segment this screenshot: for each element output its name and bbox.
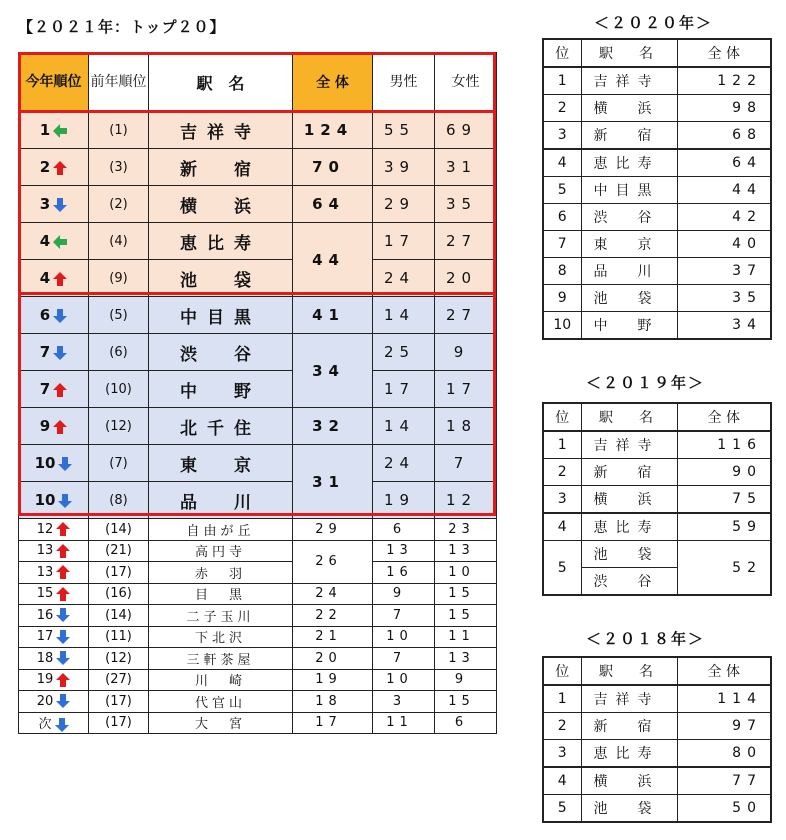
male-cell: 25 xyxy=(373,334,435,371)
rank-cell xyxy=(19,712,89,734)
arrow-up-icon xyxy=(53,420,67,434)
total-cell: 50 xyxy=(677,795,771,823)
table-row xyxy=(543,285,771,312)
total-cell: 64 xyxy=(677,149,771,177)
station-name-cell: 三軒茶屋 xyxy=(149,648,293,670)
station-name-cell: 新 宿 xyxy=(149,149,293,186)
table-header-row xyxy=(543,39,771,67)
arrow-left-icon xyxy=(53,235,67,249)
prev-rank-cell: (3) xyxy=(89,149,149,186)
header-female: 女性 xyxy=(435,53,497,112)
arrow-left-icon xyxy=(53,124,67,138)
rank-cell: 6 xyxy=(543,204,581,231)
table-row xyxy=(19,186,497,223)
prev-rank-cell: (9) xyxy=(89,260,149,297)
station-name-cell: 渋 谷 xyxy=(581,204,677,231)
rank-cell: 3 xyxy=(543,740,581,768)
male-cell: 3 xyxy=(373,691,435,713)
header-total: 全 体 xyxy=(677,403,771,431)
rank-value: 2 xyxy=(39,158,51,176)
total-cell: 97 xyxy=(677,713,771,740)
rank-value: 6 xyxy=(39,306,51,324)
male-cell: 14 xyxy=(373,297,435,334)
rank-cell xyxy=(19,648,89,670)
total-cell: 59 xyxy=(677,513,771,541)
male-cell: 29 xyxy=(373,186,435,223)
header-rank: 今年順位 xyxy=(19,53,89,112)
arrow-down-icon xyxy=(53,346,67,360)
total-cell: 17 xyxy=(293,712,373,734)
total-cell: 77 xyxy=(677,767,771,795)
rank-value: 4 xyxy=(39,269,51,287)
rank-value: 7 xyxy=(39,343,51,361)
station-name-cell: 品 川 xyxy=(581,258,677,285)
total-cell: 31 xyxy=(293,445,373,519)
title-2019: ＜２０１９年＞ xyxy=(586,374,706,392)
table-row xyxy=(543,312,771,340)
total-cell: 64 xyxy=(293,186,373,223)
total-cell: 22 xyxy=(293,605,373,627)
total-cell: 35 xyxy=(677,285,771,312)
header-station: 駅 名 xyxy=(581,39,677,67)
rank-cell: 5 xyxy=(543,177,581,204)
female-cell: 31 xyxy=(435,149,497,186)
table-row xyxy=(19,519,497,541)
table-row xyxy=(543,767,771,795)
table-row xyxy=(543,541,771,568)
table-row xyxy=(19,149,497,186)
female-cell: 13 xyxy=(435,648,497,670)
prev-rank-cell: (17) xyxy=(89,562,149,584)
arrow-up-icon xyxy=(53,383,67,397)
station-name-cell: 横 浜 xyxy=(581,95,677,122)
station-name-cell: 川 崎 xyxy=(149,669,293,691)
header-rank: 位 xyxy=(543,657,581,685)
female-cell: 6 xyxy=(435,712,497,734)
prev-rank-cell: (14) xyxy=(89,605,149,627)
page-title: 【２０２１年：トップ２０】 xyxy=(18,18,226,36)
header-station: 駅 名 xyxy=(581,403,677,431)
rank-value: 17 xyxy=(36,629,54,645)
table-row xyxy=(19,297,497,334)
arrow-down-icon xyxy=(53,198,67,212)
table-row xyxy=(543,486,771,514)
male-cell: 10 xyxy=(373,669,435,691)
station-name-cell: 横 浜 xyxy=(149,186,293,223)
male-cell: 10 xyxy=(373,626,435,648)
female-cell: 15 xyxy=(435,605,497,627)
table-row xyxy=(543,204,771,231)
station-name-cell: 二子玉川 xyxy=(149,605,293,627)
station-name-cell: 吉祥寺 xyxy=(581,685,677,713)
header-rank: 位 xyxy=(543,39,581,67)
female-cell: 69 xyxy=(435,112,497,149)
prev-rank-cell: (14) xyxy=(89,519,149,541)
station-name-cell: 池 袋 xyxy=(149,260,293,297)
female-cell: 11 xyxy=(435,626,497,648)
station-name-cell: 中目黒 xyxy=(581,177,677,204)
total-cell: 26 xyxy=(293,540,373,583)
rank-value: 10 xyxy=(34,491,56,509)
male-cell: 17 xyxy=(373,371,435,408)
total-cell: 122 xyxy=(677,67,771,95)
total-cell: 34 xyxy=(677,312,771,340)
station-name-cell: 横 浜 xyxy=(581,486,677,514)
rank-value: 15 xyxy=(36,586,54,602)
female-cell: 13 xyxy=(435,540,497,562)
female-cell: 15 xyxy=(435,583,497,605)
rank-value: 20 xyxy=(36,693,54,709)
table-header-row xyxy=(543,403,771,431)
station-name-cell: 中 野 xyxy=(581,312,677,340)
table-row xyxy=(543,122,771,150)
rank-cell xyxy=(19,186,89,223)
female-cell: 20 xyxy=(435,260,497,297)
rank-cell: 4 xyxy=(543,513,581,541)
male-cell: 19 xyxy=(373,482,435,519)
prev-rank-cell: (8) xyxy=(89,482,149,519)
header-total: 全 体 xyxy=(293,53,373,112)
rank-cell: 9 xyxy=(543,285,581,312)
total-cell: 44 xyxy=(677,177,771,204)
total-cell: 20 xyxy=(293,648,373,670)
station-name-cell: 品 川 xyxy=(149,482,293,519)
table-row xyxy=(19,626,497,648)
station-name-cell: 中目黒 xyxy=(149,297,293,334)
ranking-table-2021 xyxy=(18,52,497,734)
female-cell: 35 xyxy=(435,186,497,223)
header-rank: 位 xyxy=(543,403,581,431)
header-total: 全 体 xyxy=(677,657,771,685)
station-name-cell: 新 宿 xyxy=(581,122,677,150)
prev-rank-cell: (17) xyxy=(89,691,149,713)
rank-cell xyxy=(19,540,89,562)
rank-cell: 1 xyxy=(543,685,581,713)
table-row xyxy=(19,408,497,445)
header-station: 駅 名 xyxy=(149,53,293,112)
female-cell: 15 xyxy=(435,691,497,713)
male-cell: 14 xyxy=(373,408,435,445)
rank-cell: 5 xyxy=(543,795,581,823)
total-cell: 32 xyxy=(293,408,373,445)
station-name-cell: 吉祥寺 xyxy=(149,112,293,149)
total-cell: 37 xyxy=(677,258,771,285)
male-cell: 24 xyxy=(373,445,435,482)
rank-cell: 1 xyxy=(543,431,581,459)
male-cell: 24 xyxy=(373,260,435,297)
rank-value: 4 xyxy=(39,232,51,250)
total-cell: 42 xyxy=(677,204,771,231)
male-cell: 6 xyxy=(373,519,435,541)
table-row xyxy=(543,67,771,95)
female-cell: 27 xyxy=(435,297,497,334)
station-name-cell: 池 袋 xyxy=(581,285,677,312)
table-row xyxy=(19,482,497,519)
total-cell: 21 xyxy=(293,626,373,648)
station-name-cell: 吉祥寺 xyxy=(581,67,677,95)
rank-cell: 7 xyxy=(543,231,581,258)
male-cell: 11 xyxy=(373,712,435,734)
total-cell: 70 xyxy=(293,149,373,186)
header-prev-rank: 前年順位 xyxy=(89,53,149,112)
rank-cell: 2 xyxy=(543,459,581,486)
arrow-down-icon xyxy=(53,309,67,323)
table-row xyxy=(19,445,497,482)
table-row xyxy=(19,334,497,371)
table-row xyxy=(543,231,771,258)
station-name-cell: 下北沢 xyxy=(149,626,293,648)
rank-cell: 8 xyxy=(543,258,581,285)
header-male: 男性 xyxy=(373,53,435,112)
total-cell: 75 xyxy=(677,486,771,514)
prev-rank-cell: (12) xyxy=(89,648,149,670)
female-cell: 10 xyxy=(435,562,497,584)
ranking-table-2018 xyxy=(542,656,772,823)
station-name-cell: 渋 谷 xyxy=(149,334,293,371)
rank-cell xyxy=(19,583,89,605)
prev-rank-cell: (10) xyxy=(89,371,149,408)
station-name-cell: 渋 谷 xyxy=(581,568,677,596)
table-row xyxy=(543,95,771,122)
rank-cell: 3 xyxy=(543,122,581,150)
male-cell: 7 xyxy=(373,648,435,670)
prev-rank-cell: (17) xyxy=(89,712,149,734)
table-row xyxy=(543,431,771,459)
rank-cell xyxy=(19,260,89,297)
female-cell: 23 xyxy=(435,519,497,541)
male-cell: 13 xyxy=(373,540,435,562)
table-row xyxy=(543,685,771,713)
rank-value: 次 xyxy=(38,717,52,733)
station-name-cell: 大 宮 xyxy=(149,712,293,734)
rank-cell: 1 xyxy=(543,67,581,95)
male-cell: 9 xyxy=(373,583,435,605)
male-cell: 39 xyxy=(373,149,435,186)
male-cell: 16 xyxy=(373,562,435,584)
prev-rank-cell: (5) xyxy=(89,297,149,334)
table-header-row xyxy=(543,657,771,685)
station-name-cell: 目 黒 xyxy=(149,583,293,605)
female-cell: 7 xyxy=(435,445,497,482)
station-name-cell: 池 袋 xyxy=(581,541,677,568)
rank-value: 1 xyxy=(39,121,51,139)
female-cell: 12 xyxy=(435,482,497,519)
total-cell: 41 xyxy=(293,297,373,334)
prev-rank-cell: (12) xyxy=(89,408,149,445)
total-cell: 19 xyxy=(293,669,373,691)
arrow-up-icon xyxy=(53,161,67,175)
title-2020: ＜２０２０年＞ xyxy=(594,14,714,32)
total-cell: 114 xyxy=(677,685,771,713)
rank-cell: 5 xyxy=(543,541,581,596)
arrow-down-icon xyxy=(55,718,69,732)
station-name-cell: 赤 羽 xyxy=(149,562,293,584)
rank-value: 9 xyxy=(39,417,51,435)
table-row xyxy=(19,691,497,713)
total-cell: 80 xyxy=(677,740,771,768)
rank-cell: 2 xyxy=(543,713,581,740)
station-name-cell: 代官山 xyxy=(149,691,293,713)
table-row xyxy=(543,795,771,823)
prev-rank-cell: (6) xyxy=(89,334,149,371)
prev-rank-cell: (27) xyxy=(89,669,149,691)
rank-cell xyxy=(19,691,89,713)
table-row xyxy=(19,605,497,627)
male-cell: 17 xyxy=(373,223,435,260)
station-name-cell: 東 京 xyxy=(581,231,677,258)
female-cell: 27 xyxy=(435,223,497,260)
station-name-cell: 北千住 xyxy=(149,408,293,445)
station-name-cell: 新 宿 xyxy=(581,459,677,486)
rank-cell xyxy=(19,149,89,186)
table-row xyxy=(543,177,771,204)
rank-value: 19 xyxy=(36,672,54,688)
arrow-up-icon xyxy=(56,544,70,558)
total-cell: 90 xyxy=(677,459,771,486)
rank-value: 18 xyxy=(36,650,54,666)
table-row xyxy=(19,371,497,408)
station-name-cell: 東 京 xyxy=(149,445,293,482)
rank-cell: 3 xyxy=(543,486,581,514)
rank-cell xyxy=(19,626,89,648)
table-row xyxy=(19,260,497,297)
arrow-down-icon xyxy=(56,608,70,622)
arrow-down-icon xyxy=(58,494,72,508)
table-row xyxy=(19,712,497,734)
table-row xyxy=(19,583,497,605)
table-row xyxy=(19,669,497,691)
total-cell: 40 xyxy=(677,231,771,258)
station-name-cell: 中 野 xyxy=(149,371,293,408)
table-row xyxy=(543,513,771,541)
prev-rank-cell: (2) xyxy=(89,186,149,223)
header-station: 駅 名 xyxy=(581,657,677,685)
rank-cell xyxy=(19,371,89,408)
table-row xyxy=(543,258,771,285)
prev-rank-cell: (11) xyxy=(89,626,149,648)
table-row xyxy=(19,540,497,562)
station-name-cell: 自由が丘 xyxy=(149,519,293,541)
rank-cell: 10 xyxy=(543,312,581,340)
prev-rank-cell: (4) xyxy=(89,223,149,260)
station-name-cell: 新 宿 xyxy=(581,713,677,740)
arrow-up-icon xyxy=(56,565,70,579)
table-row xyxy=(19,223,497,260)
prev-rank-cell: (7) xyxy=(89,445,149,482)
ranking-table-2019 xyxy=(542,402,772,596)
station-name-cell: 池 袋 xyxy=(581,795,677,823)
total-cell: 98 xyxy=(677,95,771,122)
rank-cell xyxy=(19,297,89,334)
total-cell: 34 xyxy=(293,334,373,408)
total-cell: 52 xyxy=(677,541,771,596)
rank-cell xyxy=(19,605,89,627)
table-row xyxy=(19,562,497,584)
arrow-up-icon xyxy=(56,673,70,687)
female-cell: 9 xyxy=(435,334,497,371)
rank-cell xyxy=(19,669,89,691)
table-row xyxy=(543,713,771,740)
rank-value: 3 xyxy=(39,195,51,213)
table-row xyxy=(19,112,497,149)
arrow-up-icon xyxy=(56,587,70,601)
arrow-up-icon xyxy=(56,522,70,536)
rank-value: 7 xyxy=(39,380,51,398)
station-name-cell: 恵比寿 xyxy=(581,149,677,177)
prev-rank-cell: (1) xyxy=(89,112,149,149)
rank-cell xyxy=(19,482,89,519)
rank-cell: 4 xyxy=(543,767,581,795)
rank-cell xyxy=(19,334,89,371)
rank-value: 13 xyxy=(36,564,54,580)
female-cell: 17 xyxy=(435,371,497,408)
station-name-cell: 吉祥寺 xyxy=(581,431,677,459)
rank-cell xyxy=(19,223,89,260)
header-total: 全 体 xyxy=(677,39,771,67)
arrow-down-icon xyxy=(58,457,72,471)
total-cell: 29 xyxy=(293,519,373,541)
total-cell: 44 xyxy=(293,223,373,297)
male-cell: 7 xyxy=(373,605,435,627)
station-name-cell: 恵比寿 xyxy=(581,513,677,541)
rank-cell: 4 xyxy=(543,149,581,177)
table-row xyxy=(19,648,497,670)
rank-cell: 2 xyxy=(543,95,581,122)
rank-cell xyxy=(19,562,89,584)
station-name-cell: 高円寺 xyxy=(149,540,293,562)
station-name-cell: 恵比寿 xyxy=(581,740,677,768)
ranking-table-2020 xyxy=(542,38,772,340)
total-cell: 116 xyxy=(677,431,771,459)
rank-value: 13 xyxy=(36,543,54,559)
female-cell: 9 xyxy=(435,669,497,691)
station-name-cell: 横 浜 xyxy=(581,767,677,795)
table-row xyxy=(543,149,771,177)
rank-cell xyxy=(19,408,89,445)
arrow-down-icon xyxy=(56,694,70,708)
title-2018: ＜２０１８年＞ xyxy=(586,630,706,648)
rank-value: 10 xyxy=(34,454,56,472)
prev-rank-cell: (16) xyxy=(89,583,149,605)
prev-rank-cell: (21) xyxy=(89,540,149,562)
total-cell: 124 xyxy=(293,112,373,149)
rank-cell xyxy=(19,519,89,541)
station-name-cell: 恵比寿 xyxy=(149,223,293,260)
table-row xyxy=(543,740,771,768)
rank-cell xyxy=(19,445,89,482)
total-cell: 68 xyxy=(677,122,771,150)
female-cell: 18 xyxy=(435,408,497,445)
table-row xyxy=(543,459,771,486)
arrow-down-icon xyxy=(56,630,70,644)
rank-value: 12 xyxy=(36,521,54,537)
arrow-up-icon xyxy=(53,272,67,286)
total-cell: 18 xyxy=(293,691,373,713)
total-cell: 24 xyxy=(293,583,373,605)
male-cell: 55 xyxy=(373,112,435,149)
arrow-down-icon xyxy=(56,651,70,665)
rank-value: 16 xyxy=(36,607,54,623)
rank-cell xyxy=(19,112,89,149)
